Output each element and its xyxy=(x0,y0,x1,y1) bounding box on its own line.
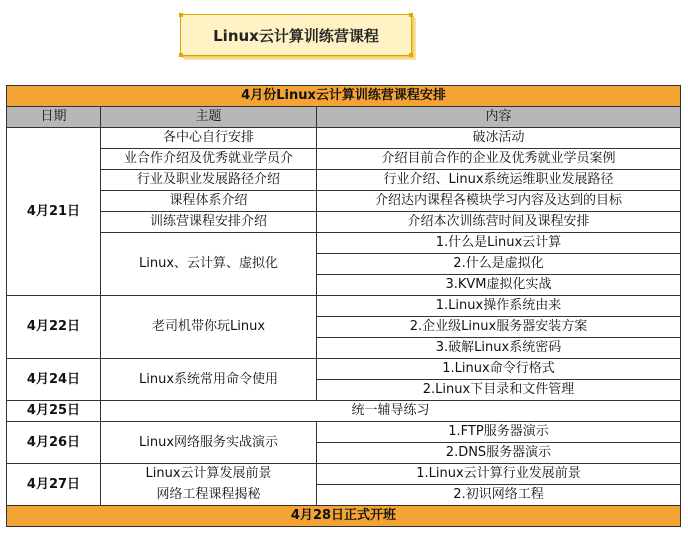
topic-cell: 行业及职业发展路径介绍 xyxy=(101,170,317,191)
content-cell: 1.FTP服务器演示 xyxy=(317,422,681,443)
content-cell: 3.破解Linux系统密码 xyxy=(317,338,681,359)
date-cell: 4月27日 xyxy=(7,464,101,506)
topic-cell: 训练营课程安排介绍 xyxy=(101,212,317,233)
content-cell: 1.Linux命令行格式 xyxy=(317,359,681,380)
title-card-text: Linux云计算训练营课程 xyxy=(213,26,379,45)
content-cell: 破冰活动 xyxy=(317,128,681,149)
table-row xyxy=(7,359,681,380)
content-cell: 1.Linux操作系统由来 xyxy=(317,296,681,317)
content-cell: 2.初识网络工程 xyxy=(317,485,681,506)
content-cell: 2.什么是虚拟化 xyxy=(317,254,681,275)
content-cell: 2.DNS服务器演示 xyxy=(317,443,681,464)
table-row xyxy=(7,233,681,254)
card-corner-mark xyxy=(179,13,183,17)
content-cell: 3.KVM虚拟化实战 xyxy=(317,275,681,296)
content-cell: 行业介绍、Linux系统运维职业发展路径 xyxy=(317,170,681,191)
content-cell: 1.什么是Linux云计算 xyxy=(317,233,681,254)
content-cell: 介绍达内课程各模块学习内容及达到的目标 xyxy=(317,191,681,212)
schedule-table xyxy=(6,85,681,527)
date-cell: 4月21日 xyxy=(7,128,101,296)
table-row xyxy=(7,149,681,170)
date-cell: 4月26日 xyxy=(7,422,101,464)
table-banner: 4月份Linux云计算训练营课程安排 xyxy=(7,86,681,107)
topic-cell: 业合作介绍及优秀就业学员介 xyxy=(101,149,317,170)
table-row xyxy=(7,401,681,422)
topic-cell: 老司机带你玩Linux xyxy=(101,296,317,359)
column-header-content: 内容 xyxy=(317,107,681,128)
topic-cell: Linux云计算发展前景 xyxy=(101,464,317,485)
table-row xyxy=(7,191,681,212)
table-row xyxy=(7,170,681,191)
content-cell: 1.Linux云计算行业发展前景 xyxy=(317,464,681,485)
topic-cell: 课程体系介绍 xyxy=(101,191,317,212)
table-row xyxy=(7,422,681,443)
content-cell: 介绍本次训练营时间及课程安排 xyxy=(317,212,681,233)
column-header-date: 日期 xyxy=(7,107,101,128)
table-row xyxy=(7,128,681,149)
table-footer-row xyxy=(7,506,681,527)
topic-cell: 各中心自行安排 xyxy=(101,128,317,149)
topic-cell: 网络工程课程揭秘 xyxy=(101,485,317,506)
content-cell: 介绍目前合作的企业及优秀就业学员案例 xyxy=(317,149,681,170)
table-banner-row xyxy=(7,86,681,107)
table-row xyxy=(7,485,681,506)
card-corner-mark xyxy=(179,53,183,57)
date-cell: 4月22日 xyxy=(7,296,101,359)
topic-cell: Linux系统常用命令使用 xyxy=(101,359,317,401)
table-row xyxy=(7,212,681,233)
table-footer: 4月28日正式开班 xyxy=(7,506,681,527)
content-cell: 统一辅导练习 xyxy=(101,401,681,422)
table-row xyxy=(7,464,681,485)
title-card xyxy=(180,14,412,56)
content-cell: 2.Linux下目录和文件管理 xyxy=(317,380,681,401)
content-cell: 2.企业级Linux服务器安装方案 xyxy=(317,317,681,338)
column-header-topic: 主题 xyxy=(101,107,317,128)
date-cell: 4月25日 xyxy=(7,401,101,422)
topic-cell: Linux网络服务实战演示 xyxy=(101,422,317,464)
table-row xyxy=(7,296,681,317)
card-corner-mark xyxy=(409,53,413,57)
topic-cell: Linux、云计算、虚拟化 xyxy=(101,233,317,296)
column-header-row xyxy=(7,107,681,128)
date-cell: 4月24日 xyxy=(7,359,101,401)
card-corner-mark xyxy=(409,13,413,17)
